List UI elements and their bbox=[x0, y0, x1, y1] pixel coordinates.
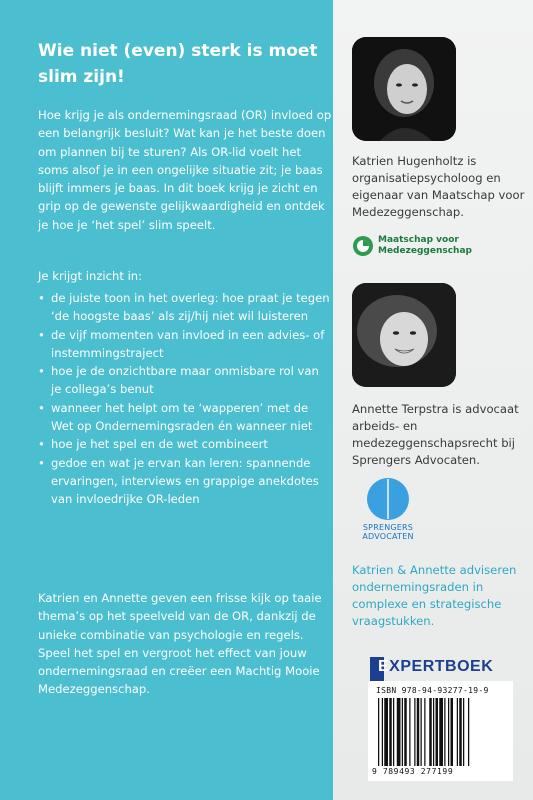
sprengers-logo-icon bbox=[366, 477, 410, 521]
list-item: • hoe je de onzichtbare maar onmisbare rol van je collega’s benut bbox=[38, 364, 319, 397]
barcode-bar bbox=[457, 698, 458, 766]
author-photo-annette bbox=[352, 283, 456, 387]
list-item: • wanneer het helpt om te ‘wapperen’ met de Wet op Ondernemingsraden én wanneer niet bbox=[38, 400, 313, 434]
barcode-bar bbox=[433, 698, 434, 766]
barcode-bar bbox=[382, 698, 383, 766]
barcode-bar bbox=[402, 698, 403, 766]
closing-paragraph: Katrien en Annette geven een frisse kijk op taaie thema’s op het speelveld van de OR, dankzij de unieke combinatie van psychologie en regels. Speel het spel en vergroot het effect van jouw ondernemingsraad en creëer een Machtig Mooie Medezeggenschap. bbox=[38, 591, 322, 697]
list-item: • de juiste toon in het overleg: hoe praat je tegen ‘de hoogste baas’ als zij/hij niet wil luisteren bbox=[38, 291, 330, 324]
list-item: • de vijf momenten van invloed in een advies- of instemmingstraject bbox=[38, 327, 325, 360]
authors-tagline: Katrien & Annette adviseren ondernemingsraden in complexe en strategische vraagstukken. bbox=[352, 563, 517, 628]
barcode-bar bbox=[414, 698, 415, 766]
barcode-bar bbox=[448, 698, 449, 766]
author1-bio: Katrien Hugenholtz is organisatiepsycholoog en eigenaar van Maatschap voor Medezeggenschap. bbox=[352, 154, 525, 219]
barcode-bar bbox=[439, 698, 443, 766]
author-photo-katrien bbox=[352, 37, 456, 141]
barcode-bar bbox=[421, 698, 422, 766]
publisher-logo: EXPERTBOEK bbox=[370, 657, 510, 681]
isbn-label: ISBN 978-94-93277-19-9 bbox=[376, 686, 489, 695]
barcode-bar bbox=[378, 698, 379, 766]
barcode-bar bbox=[436, 698, 439, 766]
author2-bio: Annette Terpstra is advocaat arbeids- en medezeggenschapsrecht bij Sprengers Advocaten. bbox=[352, 402, 519, 467]
barcode-bar bbox=[409, 698, 410, 766]
barcode-bar bbox=[459, 698, 462, 766]
barcode-bar bbox=[397, 698, 401, 766]
intro-paragraph: Hoe krijg je als ondernemingsraad (OR) invloed op een belangrijk besluit? Wat kan je het beste doen om plannen bij te sturen? Als OR-lid voelt het soms alsof je in een ongelijke situatie zit; je baas blijft immers je baas. In dit boek krijg je zicht en grip op de gewenste gelijkwaardigheid en ontdek je hoe je ‘het spel’ slim speelt. bbox=[38, 108, 332, 232]
maatschap-logo bbox=[352, 232, 512, 262]
maatschap-logo-text: Maatschap voor Medezeggenschap bbox=[378, 235, 472, 256]
barcode-bar bbox=[468, 698, 469, 766]
barcode-bars bbox=[378, 698, 505, 766]
insight-heading: Je krijgt inzicht in: bbox=[38, 269, 143, 283]
sprengers-logo-text: SPRENGERS ADVOCATEN bbox=[362, 523, 414, 541]
barcode-bar bbox=[393, 698, 394, 766]
barcode-bar bbox=[451, 698, 454, 766]
insight-list bbox=[38, 289, 330, 509]
barcode-bar bbox=[463, 698, 464, 766]
barcode-bar bbox=[389, 698, 392, 766]
barcode-bar bbox=[424, 698, 425, 766]
maatschap-logo-icon bbox=[352, 235, 374, 257]
barcode-bar bbox=[404, 698, 407, 766]
barcode-digits: 9 789493 277199 bbox=[372, 767, 454, 776]
sprengers-logo bbox=[356, 477, 420, 547]
barcode bbox=[368, 681, 513, 781]
barcode-bar bbox=[444, 698, 445, 766]
barcode-bar bbox=[384, 698, 388, 766]
headline: Wie niet (even) sterk is moet slim zijn! bbox=[38, 41, 318, 87]
list-item: • gedoe en wat je ervan kan leren: spannende ervaringen, interviews en grappige anekdotes van invloedrijke OR-leden bbox=[38, 455, 319, 507]
barcode-bar bbox=[429, 698, 432, 766]
list-item: • hoe je het spel en de wet combineert bbox=[38, 437, 268, 452]
barcode-bar bbox=[417, 698, 420, 766]
